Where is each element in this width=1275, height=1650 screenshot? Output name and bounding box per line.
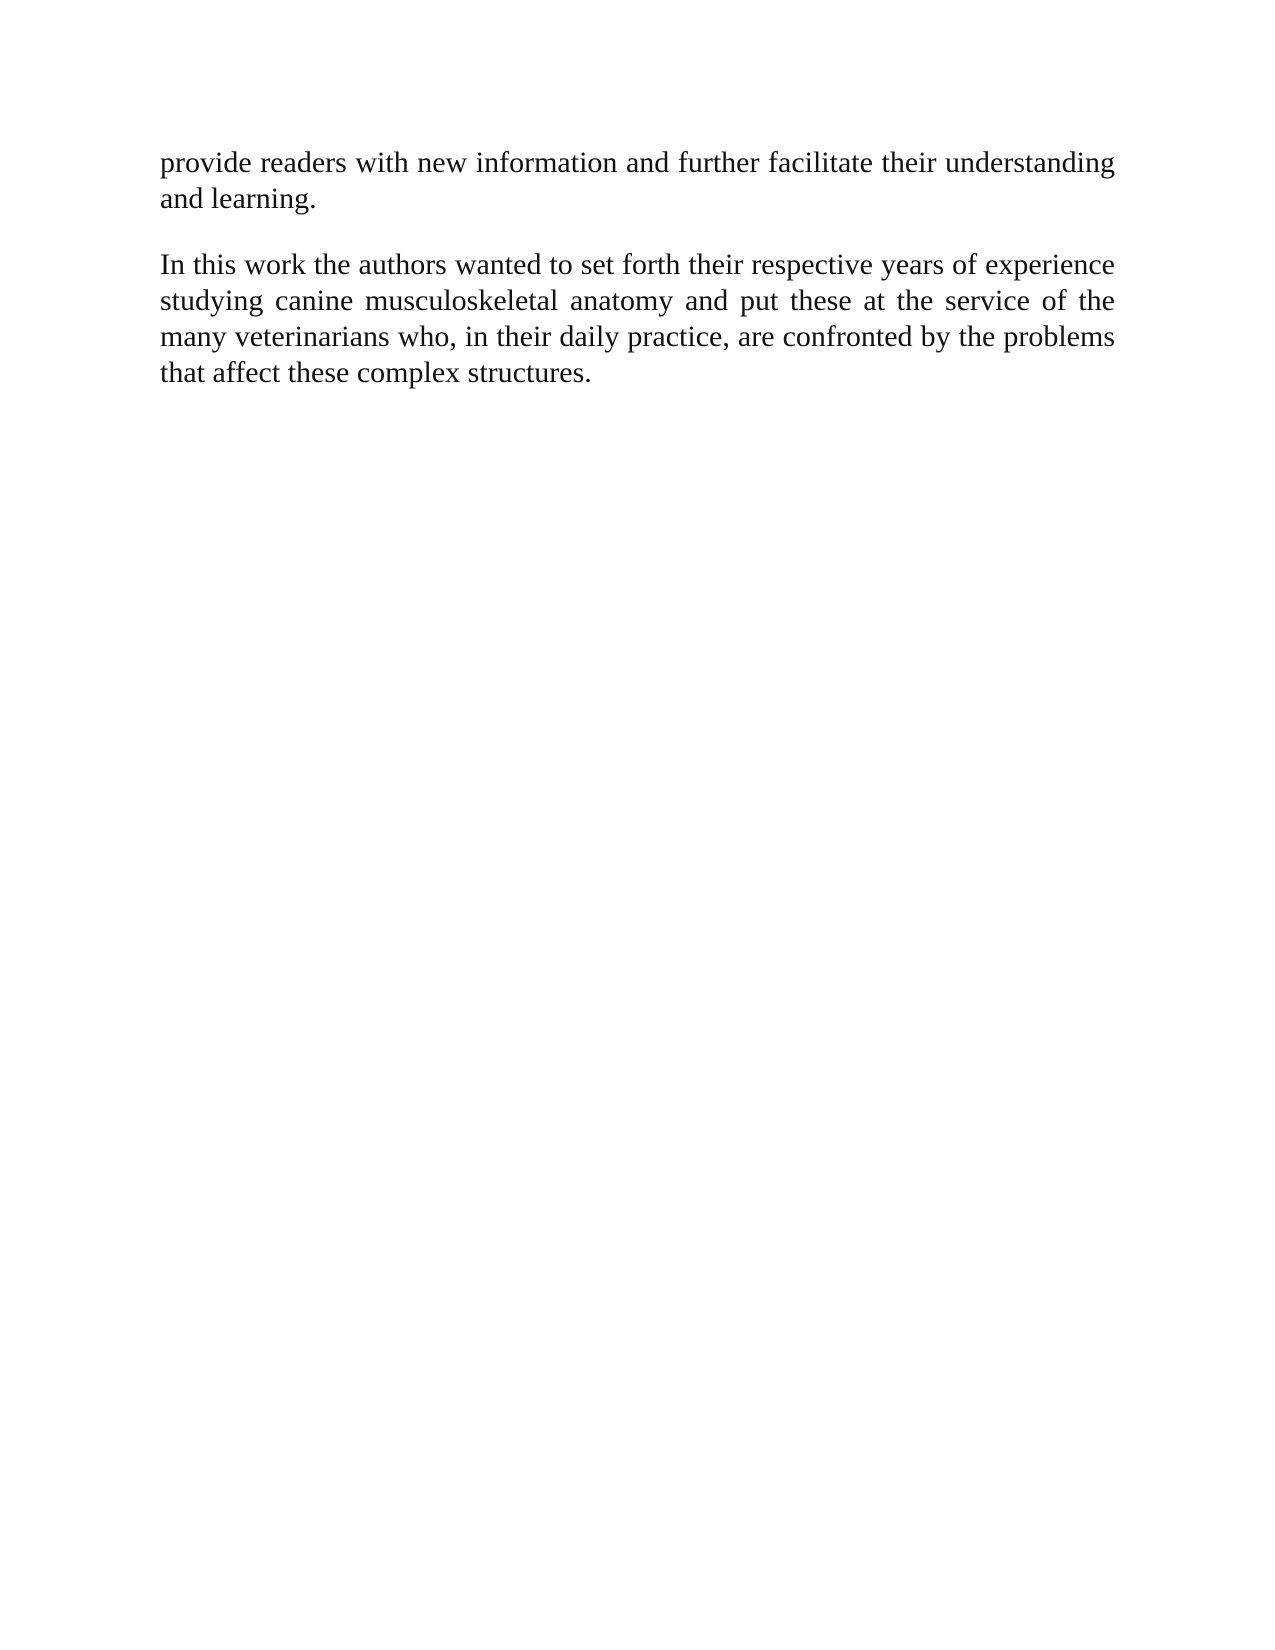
paragraph-continuation: provide readers with new information and further facilitate their understanding and learning. (160, 146, 1115, 215)
paragraph-authors-intent: In this work the authors wanted to set forth their respective years of experience studying canine musculoskeletal anatomy and put these at the service of the many veterinarians who, in their daily practice, are confronted by the problems that affect these complex structures. (160, 248, 1115, 389)
body-text (160, 145, 1115, 391)
